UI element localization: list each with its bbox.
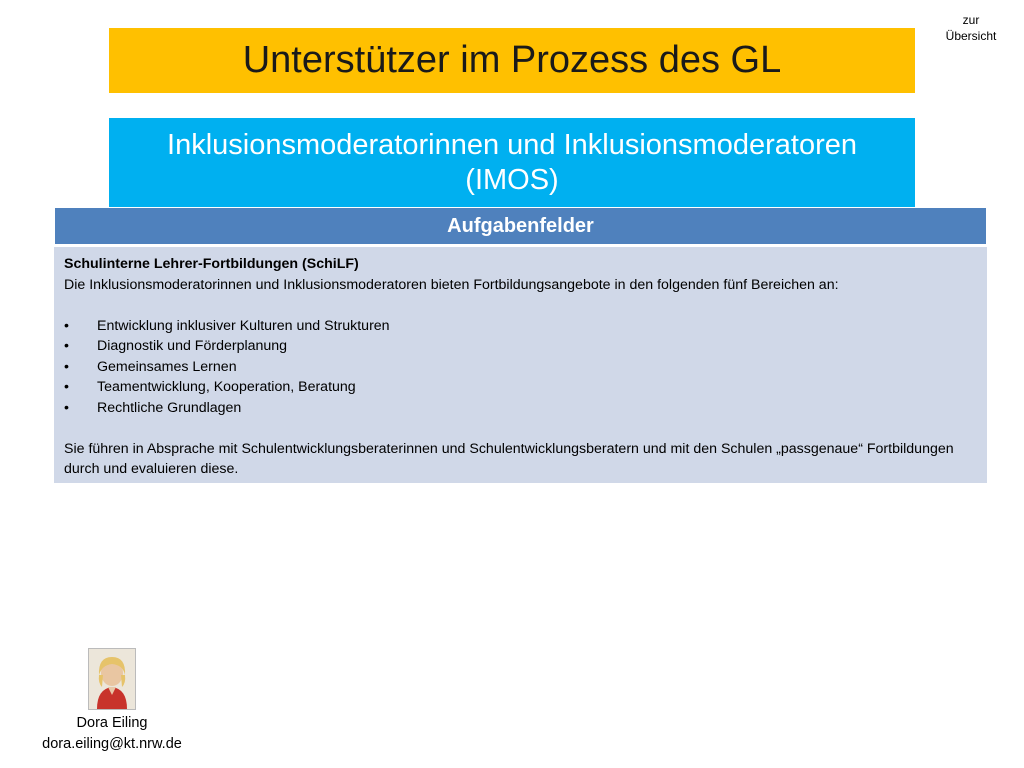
list-item-label: Diagnostik und Förderplanung <box>97 338 288 354</box>
page-title: Unterstützer im Prozess des GL <box>242 39 782 81</box>
spacer <box>64 295 977 316</box>
subtitle-banner <box>109 118 915 207</box>
list-item <box>64 336 977 357</box>
overview-link[interactable] <box>936 12 1006 44</box>
contact-name: Dora Eiling <box>76 715 148 731</box>
bullet-icon: • <box>64 317 69 334</box>
page-subtitle: Inklusionsmoderatorinnen und Inklusionsmoderatoren (IMOS) <box>167 128 857 196</box>
table-body <box>54 247 987 483</box>
list-item <box>64 398 977 419</box>
title-banner <box>109 28 915 93</box>
list-item <box>64 377 977 398</box>
contact-block <box>30 648 194 755</box>
overview-link-line1: zur <box>962 13 980 27</box>
list-item-label: Entwicklung inklusiver Kulturen und Strukturen <box>97 317 390 334</box>
bullet-icon: • <box>64 358 69 375</box>
contact-email[interactable]: dora.eiling@kt.nrw.de <box>42 736 182 752</box>
avatar <box>88 648 136 710</box>
section-heading: Schulinterne Lehrer-Fortbildungen (SchiLF) <box>64 256 359 272</box>
list-item-label: Teamentwicklung, Kooperation, Beratung <box>97 379 356 395</box>
list-item-label: Gemeinsames Lernen <box>97 358 237 375</box>
list-item <box>64 316 977 337</box>
tasks-table <box>54 207 987 483</box>
bullet-icon: • <box>64 379 69 395</box>
overview-link-line2: Übersicht <box>945 29 997 43</box>
person-photo-icon <box>89 649 135 709</box>
table-header: Aufgabenfelder <box>54 207 987 245</box>
intro-text: Die Inklusionsmoderatorinnen und Inklusionsmoderatoren bieten Fortbildungsangebote in den folgenden fünf Bereichen an: <box>64 276 839 293</box>
topics-list <box>64 316 977 419</box>
closing-text: Sie führen in Absprache mit Schulentwicklungsberaterinnen und Schulentwicklungsberatern und mit den Schulen „passgenaue“ Fortbildungen durch und evaluieren diese. <box>64 440 954 477</box>
list-item-label: Rechtliche Grundlagen <box>97 399 242 416</box>
bullet-icon: • <box>64 399 69 416</box>
list-item <box>64 357 977 378</box>
spacer <box>64 418 977 439</box>
bullet-icon: • <box>64 338 69 354</box>
